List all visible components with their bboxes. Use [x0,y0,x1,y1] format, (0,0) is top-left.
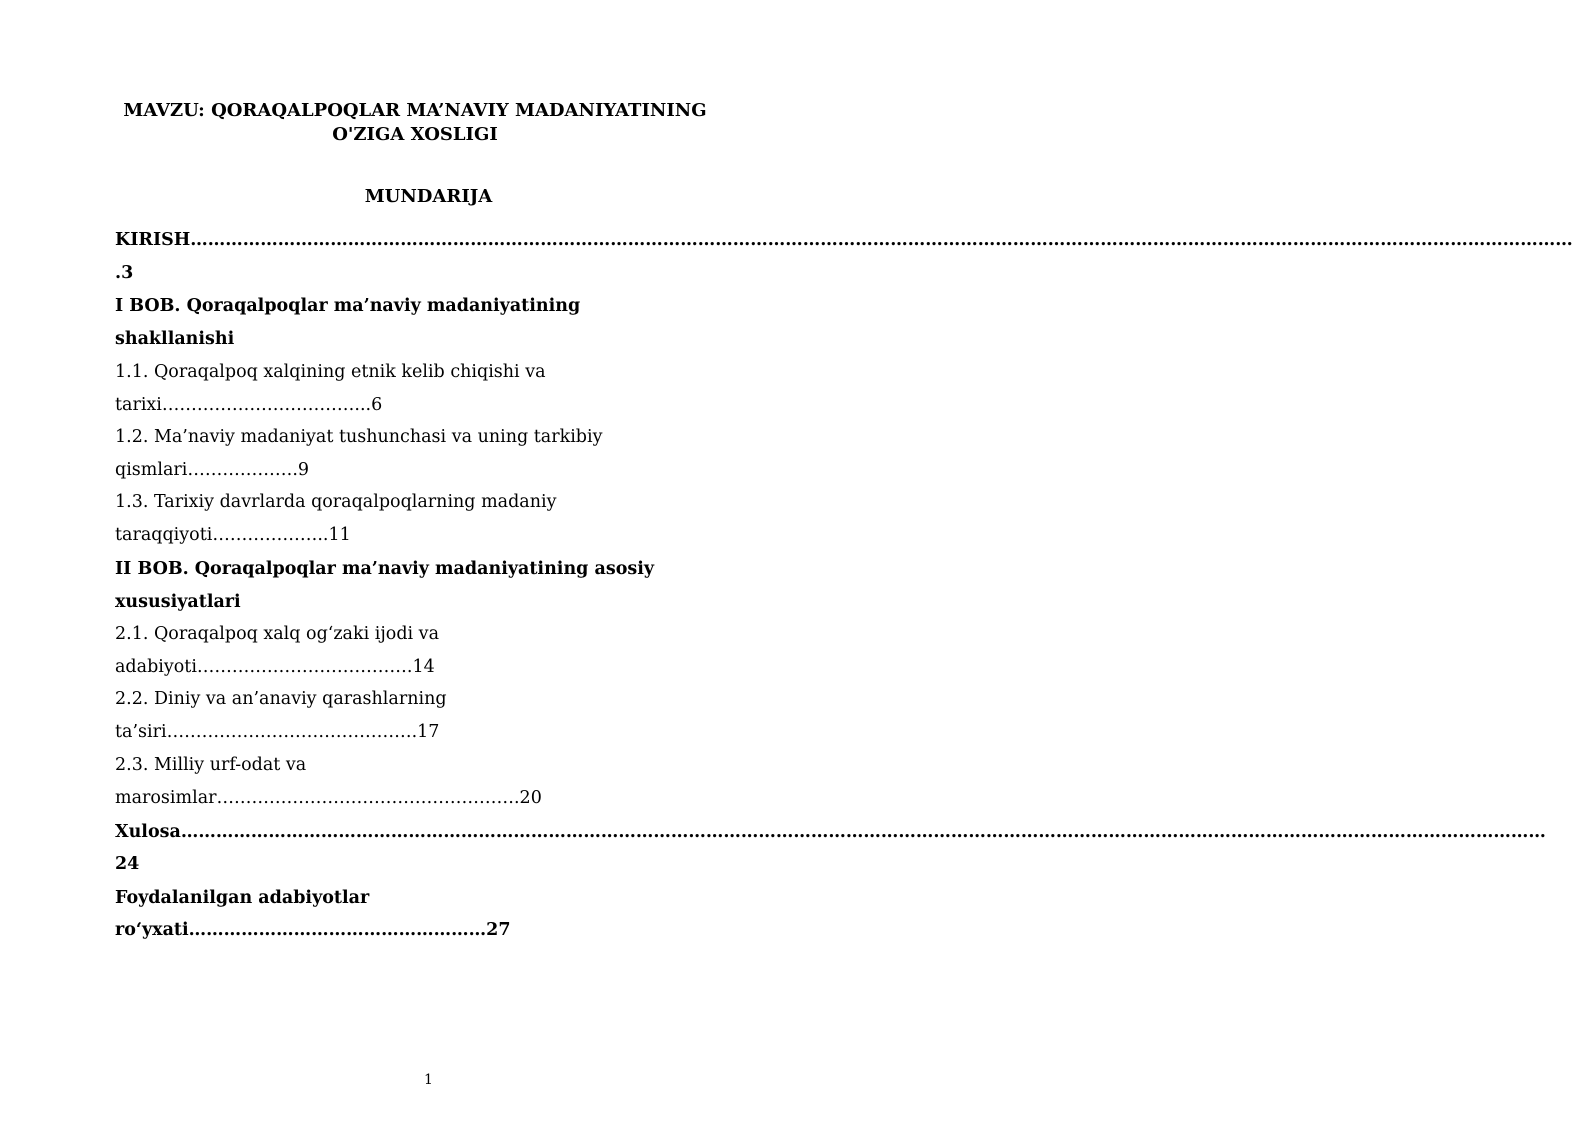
toc-section-1-2-line-2: qismlari……………….9 [115,460,310,480]
toc-intro-page-line: .3 [115,263,134,283]
toc-section-2-2-line-1: 2.2. Diniy va an’anaviy qarashlarning [115,689,447,709]
toc-section-2-3-line-2: marosimlar…………………………………………….20 [115,788,542,808]
toc-conclusion-title-line: Xulosa……………………………………………………………………………………………………………………………………………………………………………………………………………… [115,822,1546,842]
toc-chapter-1-title-line-1: I BOB. Qoraqalpoqlar ma’naviy madaniyatining [115,296,581,316]
toc-bibliography-title-line-1: Foydalanilgan adabiyotlar [115,888,370,908]
toc-bibliography-title-line-2: ro‘yxati……………………………………………27 [115,920,511,940]
toc-section-2-2-line-2: ta’siri…………………………………….17 [115,722,440,742]
toc-section-2-3-line-1: 2.3. Milliy urf-odat va [115,755,307,775]
toc-chapter-2-title-line-2: xususiyatlari [115,592,241,612]
toc-section-2-1-line-2: adabiyoti……………………………….14 [115,657,435,677]
toc-chapter-2-title-line-1: II BOB. Qoraqalpoqlar ma’naviy madaniyatining asosiy [115,559,655,579]
toc-section-1-1-line-2: tarixi……………………………...6 [115,395,383,415]
toc-chapter-1-title-line-2: shakllanishi [115,329,235,349]
page-number: 1 [424,1072,433,1088]
toc-conclusion-page-line: 24 [115,854,140,874]
document-title-line-2: O'ZIGA XOSLIGI [332,124,498,145]
toc-section-1-1-line-1: 1.1. Qoraqalpoq xalqining etnik kelib chiqishi va [115,362,546,382]
toc-intro-title-line: KIRISH………………………………………………………………………………………………………………………………………………………………………………………………………………… [115,230,1573,250]
document-title-line-1: MAVZU: QORAQALPOQLAR MA’NAVIY MADANIYATINING [123,100,707,121]
table-of-contents-heading: MUNDARIJA [364,186,493,207]
toc-section-1-2-line-1: 1.2. Ma’naviy madaniyat tushunchasi va uning tarkibiy [115,427,603,447]
toc-section-1-3-line-1: 1.3. Tarixiy davrlarda qoraqalpoqlarning madaniy [115,492,557,512]
toc-section-2-1-line-1: 2.1. Qoraqalpoq xalq og‘zaki ijodi va [115,624,439,644]
toc-section-1-3-line-2: taraqqiyoti………………..11 [115,525,351,545]
